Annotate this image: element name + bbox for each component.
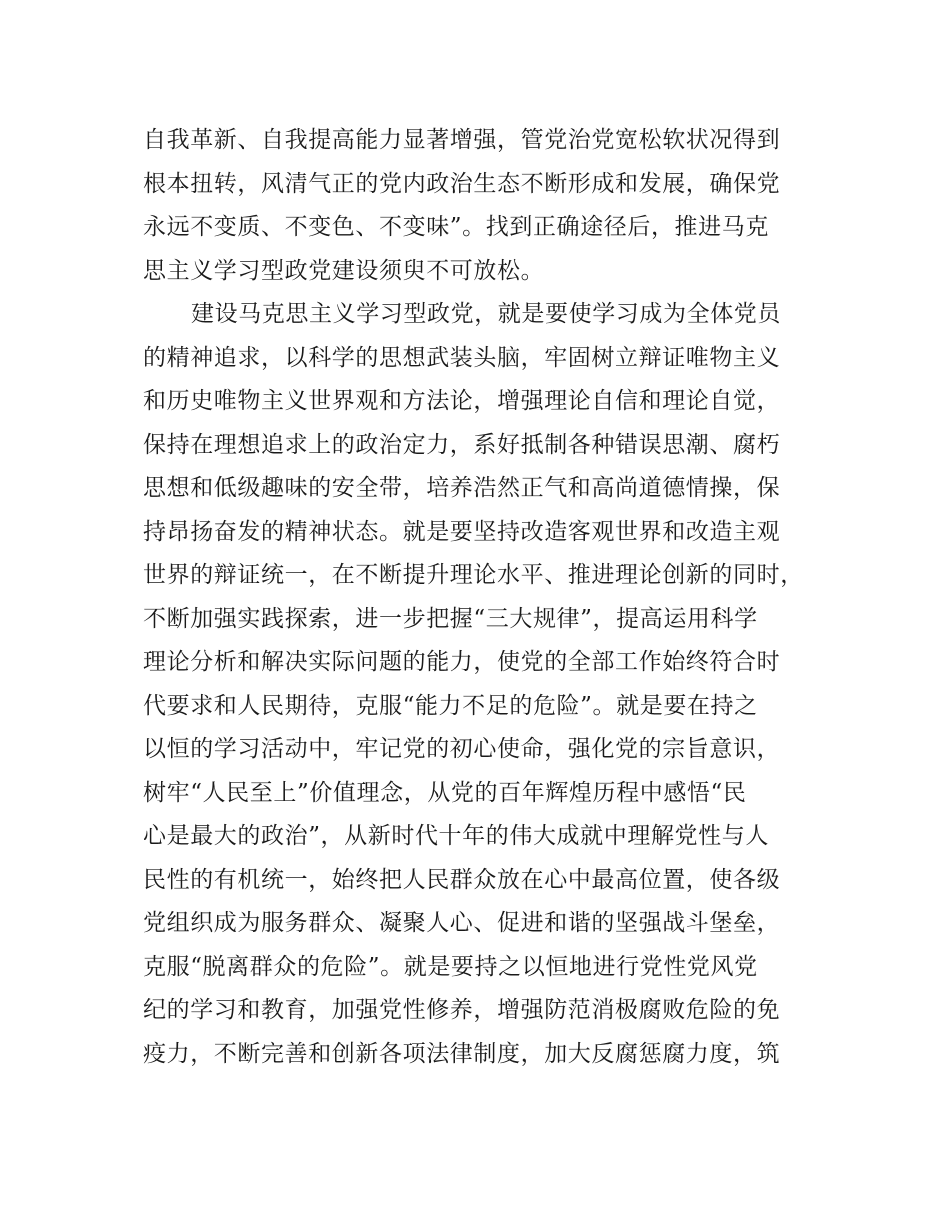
text-line: 的精神追求，以科学的思想武装头脑，牢固树立辩证唯物主义 xyxy=(143,344,781,371)
text-line: 思主义学习型政党建设须臾不可放松。 xyxy=(143,257,545,284)
text-line: 保持在理想追求上的政治定力，系好抵制各种错误思潮、腐朽 xyxy=(143,431,781,458)
body-text xyxy=(143,119,823,1076)
text-line: 持昂扬奋发的精神状态。就是要坚持改造客观世界和改造主观 xyxy=(143,518,781,545)
text-line: 永远不变质、不变色、不变味”。找到正确途径后，推进马克 xyxy=(143,214,769,240)
text-line: 以恒的学习活动中，牢记党的初心使命，强化党的宗旨意识， xyxy=(143,736,781,762)
paragraph-start-line: 建设马克思主义学习型政党，就是要使学习成为全体党员 xyxy=(191,301,781,327)
text-line: 自我革新、自我提高能力显著增强，管党治党宽松软状况得到 xyxy=(143,127,781,153)
text-line: 世界的辩证统一，在不断提升理论水平、推进理论创新的同时， xyxy=(143,562,804,588)
text-line: 心是最大的政治”，从新时代十年的伟大成就中理解党性与人 xyxy=(143,823,769,849)
text-line: 党组织成为服务群众、凝聚人心、促进和谐的坚强战斗堡垒， xyxy=(143,910,781,936)
text-line: 不断加强实践探索，进一步把握“三大规律”，提高运用科学 xyxy=(143,605,758,632)
text-line: 纪的学习和教育，加强党性修养，增强防范消极腐败危险的免 xyxy=(143,997,781,1023)
text-line: 代要求和人民期待，克服“能力不足的危险”。就是要在持之 xyxy=(143,692,758,719)
text-line: 民性的有机统一，始终把人民群众放在心中最高位置，使各级 xyxy=(143,866,781,893)
text-line: 疫力，不断完善和创新各项法律制度，加大反腐惩腐力度，筑 xyxy=(143,1040,781,1067)
text-line: 树牢“人民至上”价值理念，从党的百年辉煌历程中感悟“民 xyxy=(143,779,747,806)
text-line: 思想和低级趣味的安全带，培养浩然正气和高尚道德情操，保 xyxy=(143,475,781,501)
text-line: 理论分析和解决实际问题的能力，使党的全部工作始终符合时 xyxy=(143,649,781,675)
text-line: 根本扭转，风清气正的党内政治生态不断形成和发展，确保党 xyxy=(143,170,781,197)
text-line: 克服“脱离群众的危险”。就是要持之以恒地进行党性党风党 xyxy=(143,953,758,980)
text-line: 和历史唯物主义世界观和方法论，增强理论自信和理论自觉， xyxy=(143,388,781,414)
